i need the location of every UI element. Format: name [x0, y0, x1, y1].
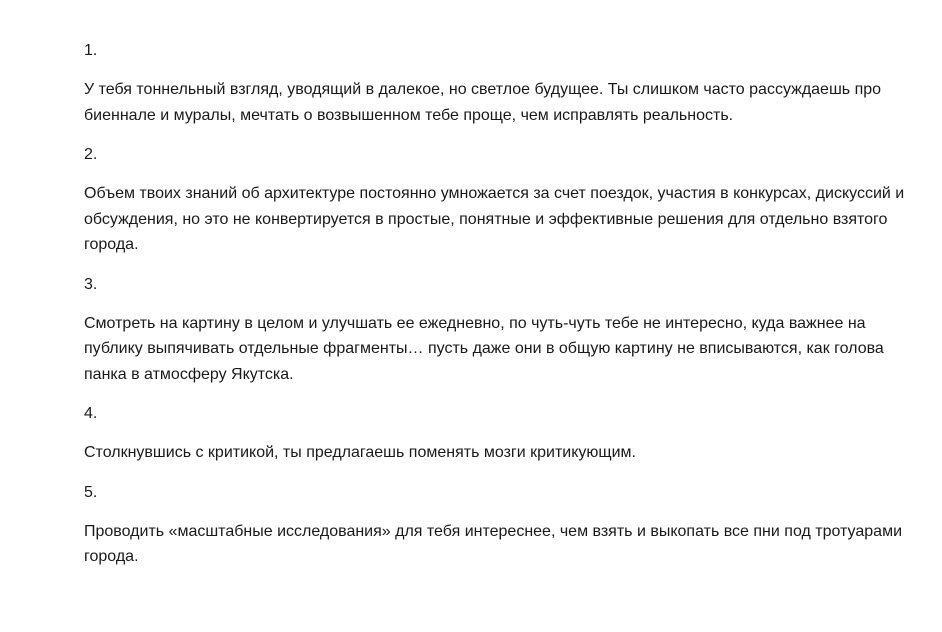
list-item [84, 401, 914, 466]
item-number: 1. [84, 42, 98, 59]
item-text: Объем твоих знаний об архитектуре постоянно умножается за счет поездок, участия в конкурсах, дискуссий и обсуждения, но это не конвертируется в простые, понятные и эффективные решения для отдельно взятого города. [84, 185, 905, 253]
list-item [84, 38, 914, 128]
list-item [84, 480, 914, 570]
item-text: Проводить «масштабные исследования» для тебя интереснее, чем взять и выкопать все пни под тротуарами города. [84, 522, 902, 565]
item-text: Столкнувшись с критикой, ты предлагаешь поменять мозги критикующим. [84, 444, 636, 461]
item-number: 3. [84, 275, 98, 293]
list-item [84, 142, 914, 258]
list-item [84, 272, 914, 388]
item-number: 4. [84, 405, 98, 422]
document-page [84, 38, 914, 584]
item-number: 5. [84, 483, 98, 501]
item-text: У тебя тоннельный взгляд, уводящий в далекое, но светлое будущее. Ты слишком часто рассуждаешь про биеннале и муралы, мечтать о возвышенном тебе проще, чем исправлять реальность. [84, 81, 882, 124]
item-text: Смотреть на картину в целом и улучшать ее ежедневно, по чуть-чуть тебе не интересно, куда важнее на публику выпячивать отдельные фрагменты… пусть даже они в общую картину не вписываются, как голова панка в атмосферу Якутска. [84, 314, 884, 383]
item-number: 2. [84, 146, 98, 163]
